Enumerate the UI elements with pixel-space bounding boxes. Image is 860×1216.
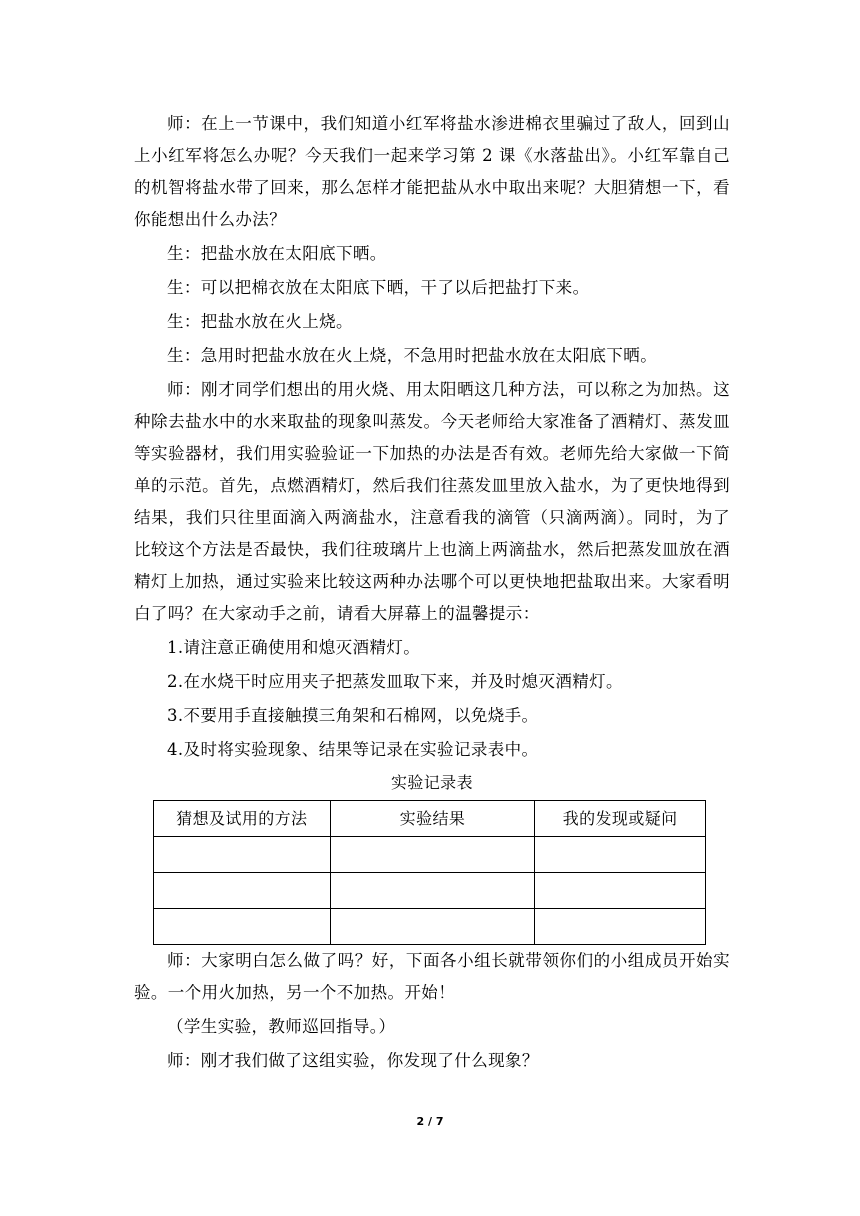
page-number: 2 / 7 — [416, 1115, 444, 1128]
table-cell — [535, 837, 706, 873]
tip-item-3: 3.不要用手直接触摸三角架和石棉网，以免烧手。 — [167, 706, 539, 725]
paragraph-student-2: 生：可以把棉衣放在太阳底下晒，干了以后把盐打下来。 — [167, 278, 590, 297]
table-cell — [154, 909, 331, 945]
experiment-record-table — [153, 800, 706, 945]
document-body — [134, 108, 730, 1077]
tip-item-1: 1.请注意正确使用和熄灭酒精灯。 — [167, 638, 421, 657]
paragraph-stage-direction: （学生实验，教师巡回指导。） — [167, 1017, 396, 1036]
paragraph-student-4: 生：急用时把盐水放在火上烧，不急用时把盐水放在太阳底下晒。 — [167, 346, 658, 365]
table-cell — [154, 873, 331, 909]
paragraph-teacher-intro: 师：在上一节课中，我们知道小红军将盐水渗进棉衣里骗过了敌人，回到山上小红军将怎么办呢？今天我们一起来学习第 2 课《水落盐出》。小红军靠自己的机智将盐水带了回来，那么怎样才能把盐从水中取出来呢？大胆猜想一下，看你能想出什么办法？ — [134, 114, 730, 229]
paragraph-teacher-demo: 师：刚才同学们想出的用火烧、用太阳晒这几种方法，可以称之为加热。这种除去盐水中的水来取盐的现象叫蒸发。今天老师给大家准备了酒精灯、蒸发皿等实验器材，我们用实验验证一下加热的办法是否有效。老师先给大家做一下简单的示范。首先，点燃酒精灯，然后我们往蒸发皿里放入盐水，为了更快地得到结果，我们只往里面滴入两滴盐水，注意看我的滴管（只滴两滴）。同时，为了比较这个方法是否最快，我们往玻璃片上也滴上两滴盐水，然后把蒸发皿放在酒精灯上加热，通过实验来比较这两种办法哪个可以更快地把盐取出来。大家看明白了吗？在大家动手之前，请看大屏幕上的温馨提示： — [134, 380, 730, 623]
table-row — [154, 909, 706, 945]
table-header-row — [154, 801, 706, 837]
paragraph-student-3: 生：把盐水放在火上烧。 — [167, 312, 353, 331]
column-header-result: 实验结果 — [330, 801, 535, 837]
table-cell — [330, 909, 535, 945]
paragraph-teacher-question: 师：刚才我们做了这组实验，你发现了什么现象？ — [167, 1051, 539, 1070]
table-cell — [330, 837, 535, 873]
tip-item-4: 4.及时将实验现象、结果等记录在实验记录表中。 — [167, 740, 539, 759]
table-cell — [535, 873, 706, 909]
table-row — [154, 837, 706, 873]
table-cell — [535, 909, 706, 945]
tip-item-2: 2.在水烧干时应用夹子把蒸发皿取下来，并及时熄灭酒精灯。 — [167, 672, 623, 691]
table-title: 实验记录表 — [390, 773, 473, 792]
table-cell — [330, 873, 535, 909]
paragraph-teacher-start: 师：大家明白怎么做了吗？好，下面各小组长就带领你们的小组成员开始实验。一个用火加热，另一个不加热。开始！ — [134, 951, 730, 1002]
paragraph-student-1: 生：把盐水放在太阳底下晒。 — [167, 244, 387, 263]
column-header-method: 猜想及试用的方法 — [154, 801, 331, 837]
table-row — [154, 873, 706, 909]
table-cell — [154, 837, 331, 873]
column-header-findings: 我的发现或疑问 — [535, 801, 706, 837]
